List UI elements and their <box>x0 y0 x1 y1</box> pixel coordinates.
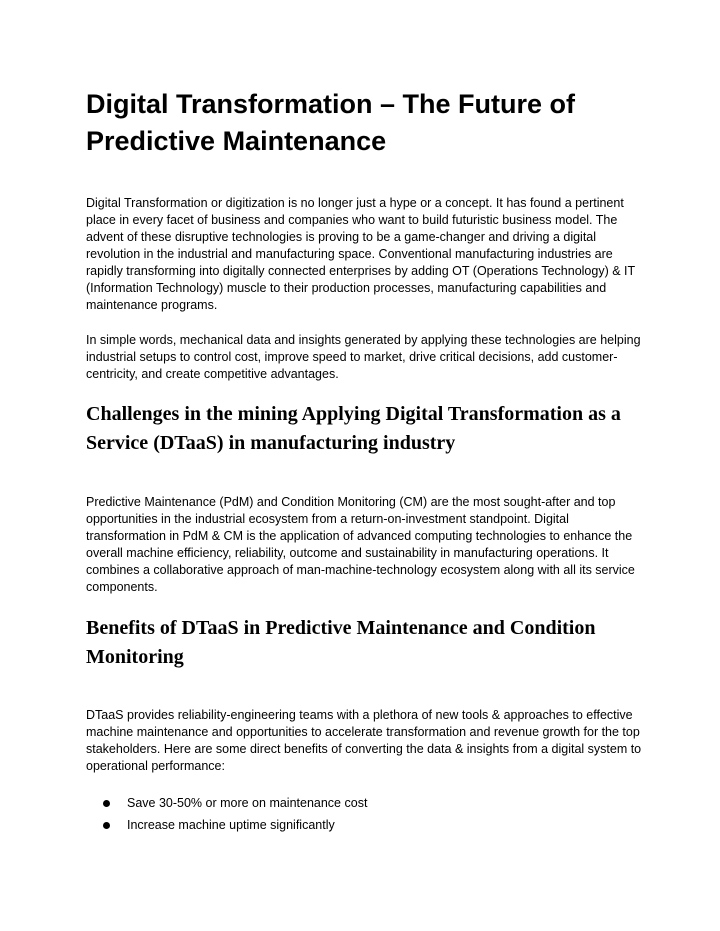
intro-paragraph-2: In simple words, mechanical data and insights generated by applying these technologies are helping industrial setups to control cost, improve speed to market, drive critical decisions, add customer-centricity, and create competitive advantages. <box>86 333 641 381</box>
list-item-text: Save 30-50% or more on maintenance cost <box>127 796 368 810</box>
challenges-heading: Challenges in the mining Applying Digital Transformation as a Service (DTaaS) in manufacturing industry <box>86 403 621 454</box>
benefits-list <box>86 795 646 839</box>
intro-paragraph-1: Digital Transformation or digitization is no longer just a hype or a concept. It has found a pertinent place in every facet of business and companies who want to build futuristic business model. The advent of these disruptive technologies is proving to be a game-changer and driving a digital revolution in the industrial and manufacturing space. Conventional manufacturing industries are rapidly transforming into digitally connected enterprises by adding OT (Operations Technology) & IT (Information Technology) muscle to their production processes, manufacturing capabilities and maintenance programs. <box>86 196 635 312</box>
bullet-icon <box>103 800 110 807</box>
document-title: Digital Transformation – The Future of Predictive Maintenance <box>86 89 576 156</box>
challenges-paragraph: Predictive Maintenance (PdM) and Condition Monitoring (CM) are the most sought-after and top opportunities in the industrial ecosystem from a return-on-investment standpoint. Digital transformation in PdM & CM is the application of advanced computing technologies to enhance the overall machine efficiency, reliability, outcome and sustainability in manufacturing operations. It combines a collaborative approach of man-machine-technology ecosystem along with all its service components. <box>86 495 635 594</box>
benefits-heading: Benefits of DTaaS in Predictive Maintenance and Condition Monitoring <box>86 617 596 668</box>
bullet-icon <box>103 822 110 829</box>
benefits-paragraph: DTaaS provides reliability-engineering teams with a plethora of new tools & approaches to effective machine maintenance and opportunities to accelerate transformation and revenue growth for the top stakeholders. Here are some direct benefits of converting the data & insights from a digital system to operational performance: <box>86 708 642 773</box>
list-item <box>86 795 646 817</box>
list-item <box>86 817 646 839</box>
list-item-text: Increase machine uptime significantly <box>127 818 335 832</box>
